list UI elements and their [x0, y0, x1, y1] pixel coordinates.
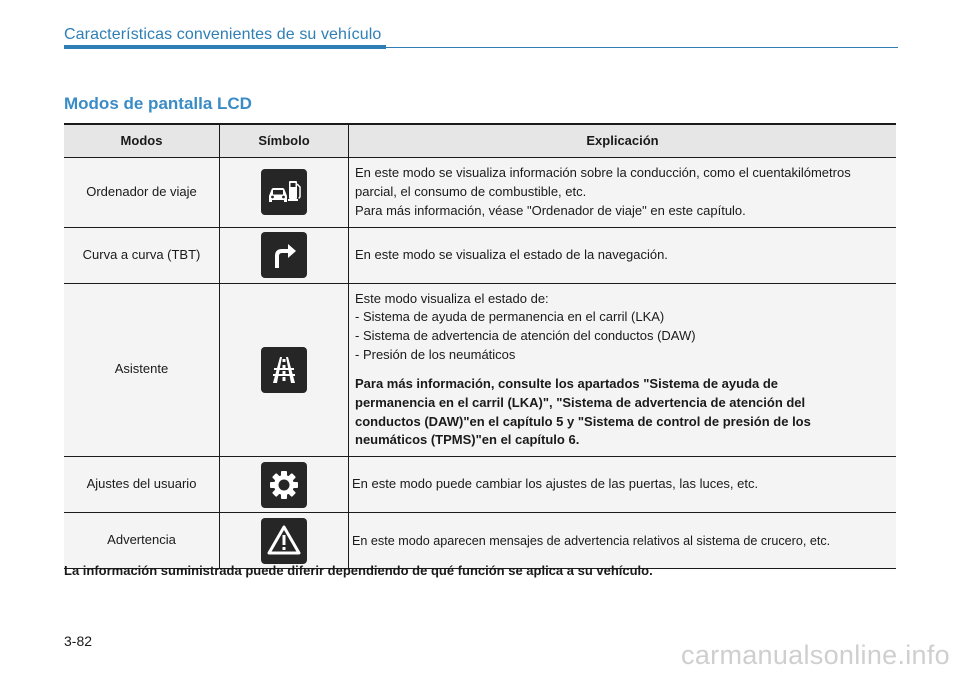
explanation-bold-line: conductos (DAW)"en el capítulo 5 y "Sistema de control de presión de los — [355, 413, 811, 429]
explanation-line: - Sistema de ayuda de permanencia en el carril (LKA) — [355, 309, 665, 325]
explanation-line: En este modo se visualiza información sobre la conducción, como el cuentakilómetros — [355, 165, 851, 180]
table-row-assistant — [64, 283, 896, 457]
table-row-turn-by-turn — [64, 227, 896, 283]
page-title: Modos de pantalla LCD — [64, 94, 252, 113]
explanation-line: - Presión de los neumáticos — [355, 347, 516, 363]
explanation-line: parcial, el consumo de combustible, etc. — [355, 183, 587, 199]
section-header: Características convenientes de su vehículo — [64, 26, 382, 43]
lcd-modes-table — [64, 123, 896, 569]
lane-assist-icon — [261, 347, 307, 393]
explanation-line: En este modo se visualiza el estado de la navegación. — [355, 246, 668, 262]
column-header-modes: Modos — [64, 124, 220, 158]
explanation-line: Este modo visualiza el estado de: — [355, 290, 549, 306]
explanation-line: En este modo puede cambiar los ajustes de las puertas, las luces, etc. — [352, 476, 759, 492]
column-header-explanation: Explicación — [349, 124, 897, 158]
mode-name: Curva a curva (TBT) — [64, 227, 220, 283]
mode-name: Ordenador de viaje — [64, 158, 220, 228]
warning-triangle-icon — [261, 518, 307, 564]
table-row-user-settings — [64, 457, 896, 513]
mode-name: Advertencia — [64, 513, 220, 569]
explanation-bold-line: Para más información, consulte los apartados "Sistema de ayuda de — [355, 375, 779, 391]
explanation-line: En este modo aparecen mensajes de advertencia relativos al sistema de crucero, etc. — [352, 533, 831, 548]
gear-icon — [261, 462, 307, 508]
explanation-line: Para más información, véase "Ordenador de viaje" en este capítulo. — [355, 202, 746, 218]
table-row-trip-computer — [64, 158, 896, 228]
explanation-line: - Sistema de advertencia de atención del conductos (DAW) — [355, 328, 696, 344]
mode-name: Asistente — [64, 283, 220, 457]
trip-computer-icon — [261, 169, 307, 215]
turn-by-turn-arrow-icon — [261, 232, 307, 278]
page-number: 3-82 — [64, 633, 93, 649]
mode-name: Ajustes del usuario — [64, 457, 220, 513]
table-header-row — [64, 124, 896, 158]
explanation-bold-line: neumáticos (TPMS)"en el capítulo 6. — [355, 432, 580, 448]
header-accent-bar — [64, 45, 386, 49]
column-header-symbol: Símbolo — [220, 124, 349, 158]
explanation-bold-line: permanencia en el carril (LKA)", "Sistema de advertencia de atención del — [355, 394, 806, 410]
footnote: La información suministrada puede diferir dependiendo de qué función se aplica a su vehículo. — [64, 563, 653, 578]
watermark: carmanualsonline.info — [681, 640, 950, 670]
table-row-warning — [64, 513, 896, 569]
